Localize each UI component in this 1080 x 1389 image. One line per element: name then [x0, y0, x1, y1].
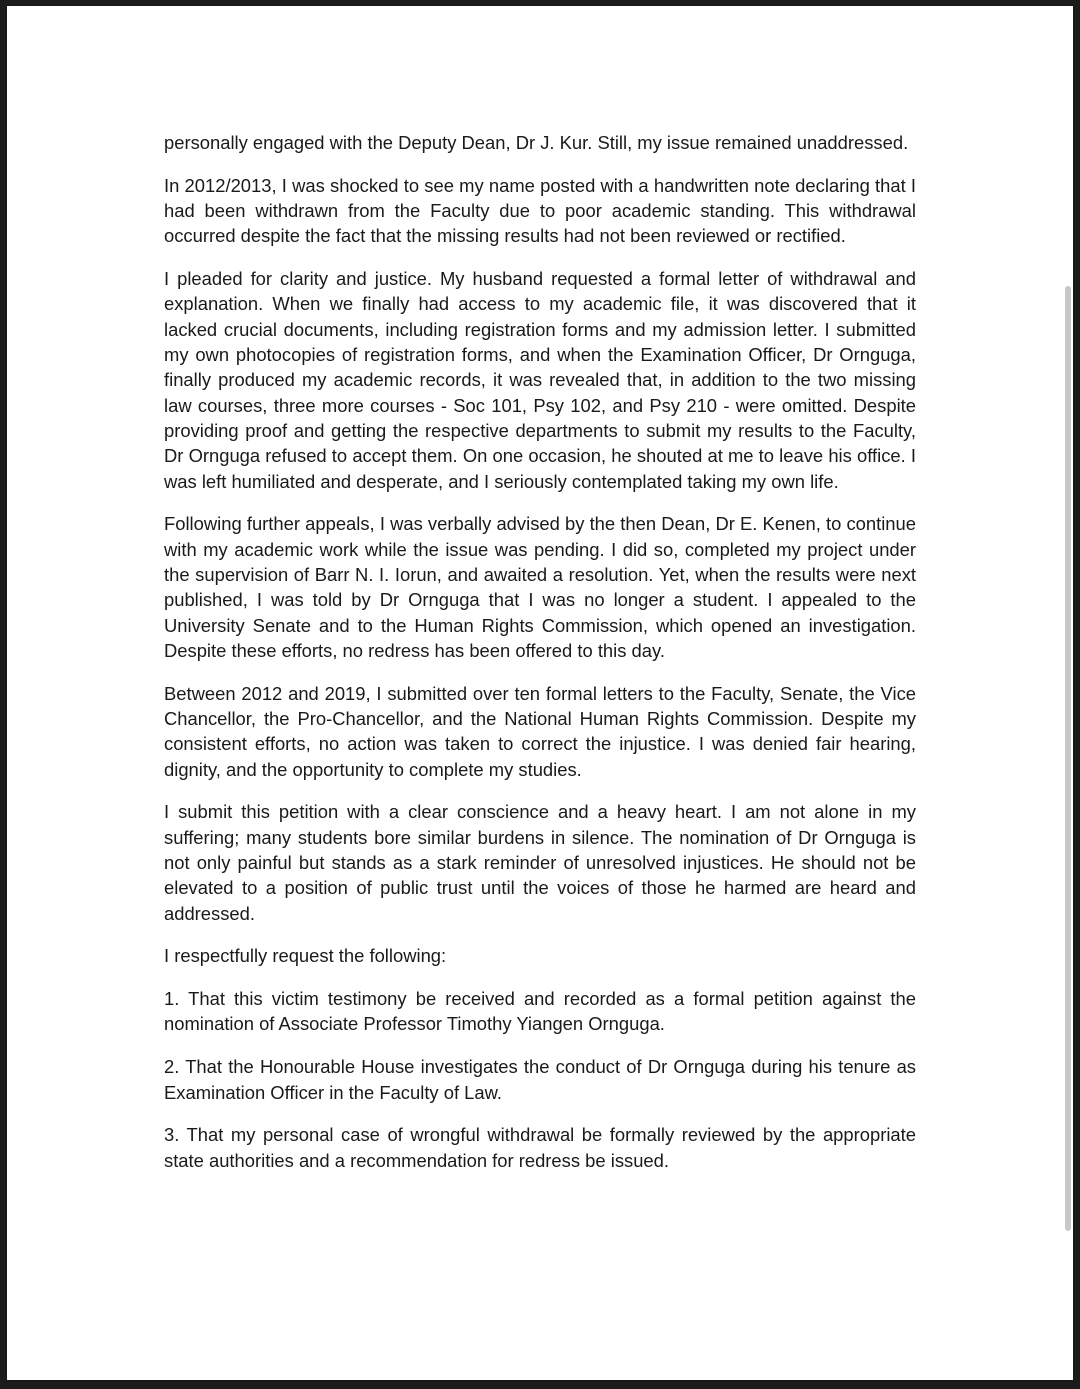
vertical-scrollbar[interactable]	[1061, 6, 1073, 1380]
request-item-3: 3. That my personal case of wrongful withdrawal be formally reviewed by the appropriate state authorities and a recommendation for redress be issued.	[164, 1124, 916, 1171]
paragraph-academic-file: I pleaded for clarity and justice. My husband requested a formal letter of withdrawal and explanation. When we finally had access to my academic file, it was discovered that it lacked crucial documents, including registration forms and my admission letter. I submitted my own photocopies of registration forms, and when the Examination Officer, Dr Ornguga, finally produced my academic records, it was revealed that, in addition to the two missing law courses, three more courses - Soc 101, Psy 102, and Psy 210 - were omitted. Despite providing proof and getting the respective departments to submit my results to the Faculty, Dr Ornguga refused to accept them. On one occasion, he shouted at me to leave his office. I was left humiliated and desperate, and I seriously contemplated taking my own life.	[164, 268, 916, 492]
document-page	[7, 6, 1073, 1380]
paragraph-further-appeals: Following further appeals, I was verbally advised by the then Dean, Dr E. Kenen, to continue with my academic work while the issue was pending. I did so, completed my project under the supervision of Barr N. I. Iorun, and awaited a resolution. Yet, when the results were next published, I was told by Dr Ornguga that I was no longer a student. I appealed to the University Senate and to the Human Rights Commission, which opened an investigation. Despite these efforts, no redress has been offered to this day.	[164, 513, 916, 661]
request-item-2: 2. That the Honourable House investigates the conduct of Dr Ornguga during his tenure as Examination Officer in the Faculty of Law.	[164, 1056, 916, 1103]
paragraph-petition-statement: I submit this petition with a clear conscience and a heavy heart. I am not alone in my suffering; many students bore similar burdens in silence. The nomination of Dr Ornguga is not only painful but stands as a stark reminder of unresolved injustices. He should not be elevated to a position of public trust until the voices of those he harmed are heard and addressed.	[164, 801, 916, 924]
paragraph-deputy-dean: personally engaged with the Deputy Dean, Dr J. Kur. Still, my issue remained unaddressed.	[164, 132, 909, 153]
scrollbar-thumb[interactable]	[1065, 286, 1071, 1231]
paragraph-request-intro: I respectfully request the following:	[164, 945, 447, 967]
paragraph-formal-letters: Between 2012 and 2019, I submitted over ten formal letters to the Faculty, Senate, the Vice Chancellor, the Pro-Chancellor, and the National Human Rights Commission. Despite my consistent efforts, no action was taken to correct the injustice. I was denied fair hearing, dignity, and the opportunity to complete my studies.	[164, 682, 916, 780]
request-item-1: 1. That this victim testimony be received and recorded as a formal petition against the nomination of Associate Professor Timothy Yiangen Ornguga.	[164, 988, 916, 1035]
document-body	[164, 130, 916, 1190]
paragraph-withdrawal-notice: In 2012/2013, I was shocked to see my name posted with a handwritten note declaring that I had been withdrawn from the Faculty due to poor academic standing. This withdrawal occurred despite the fact that the missing results had not been reviewed or rectified.	[164, 174, 916, 247]
